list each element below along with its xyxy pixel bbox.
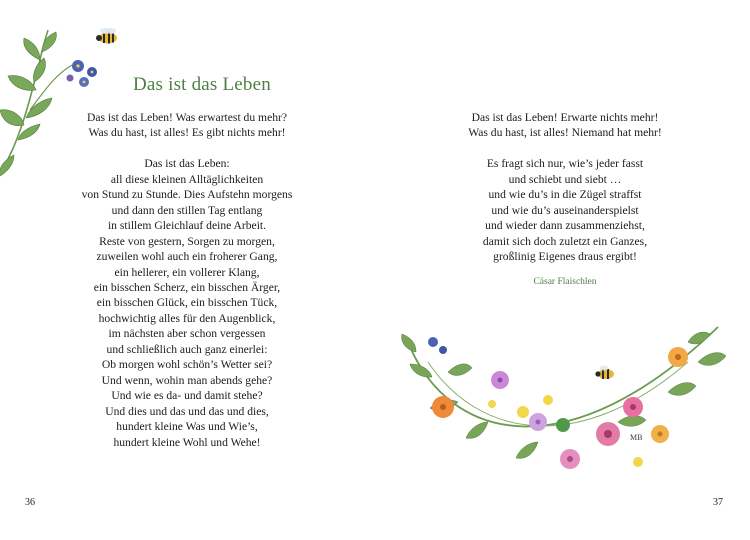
stanza-gap (62, 141, 312, 156)
floral-wreath-illustration (388, 322, 738, 482)
poem-line: hochwichtig alles für den Augenblick, (98, 311, 276, 325)
poem-line: ein hellerer, ein vollerer Klang, (114, 265, 260, 279)
poem-line: Und wie es da- und damit stehe? (111, 389, 263, 403)
illustrator-signature: MB (630, 433, 643, 442)
poem-line: zuweilen wohl auch ein froherer Gang, (96, 250, 278, 264)
poem-line: Reste von gestern, Sorgen zu morgen, (99, 234, 275, 248)
poem-line: hundert kleine Was und Wie’s, (116, 420, 258, 434)
poem-line: Ob morgen wohl schön’s Wetter sei? (101, 358, 273, 372)
poem-line: großlinig Eigenes draus ergibt! (493, 250, 637, 264)
page-number-right: 37 (713, 497, 723, 508)
poem-line: und wie du’s in die Zügel straffst (488, 188, 642, 202)
page-number-left: 36 (25, 497, 35, 508)
poem-line: damit sich doch zuletzt ein Ganzes, (482, 234, 648, 248)
poem-line: und wie du’s auseinanderspielst (491, 203, 639, 217)
poem-line: in stillem Gleichlauf deine Arbeit. (107, 219, 267, 233)
poem-line: Was du hast, ist alles! Niemand hat mehr! (468, 126, 662, 140)
poem-line: und dann den stillen Tag entlang (111, 203, 263, 217)
poem-line: ein bisschen Glück, ein bisschen Tück, (96, 296, 278, 310)
poem-right-column (440, 110, 690, 265)
poem-line: von Stund zu Stunde. Dies Aufstehn morgens (81, 188, 293, 202)
poem-line: und schließlich auch ganz einerlei: (106, 342, 268, 356)
poem-left-column (62, 110, 312, 450)
poem-line: Das ist das Leben! Was erwartest du mehr? (86, 111, 288, 124)
poem-line: hundert kleine Wohl und Wehe! (113, 435, 261, 449)
poem-line: all diese kleinen Alltäglichkeiten (110, 172, 264, 186)
poem-line: Was du hast, ist alles! Es gibt nichts mehr! (88, 126, 286, 140)
poem-line: Es fragt sich nur, wie’s jeder fasst (486, 157, 644, 171)
bee-icon (96, 28, 117, 44)
forget-me-not-flowers (67, 60, 98, 87)
poem-line: Und dies und das und das und dies, (105, 404, 269, 418)
bee-icon (595, 365, 614, 379)
poem-line: Das ist das Leben! Erwarte nichts mehr! (471, 111, 659, 124)
stanza-gap (440, 141, 690, 156)
poem-line: im nächsten aber schon vergessen (108, 327, 266, 341)
poem-author: Cäsar Flaischlen (533, 277, 597, 287)
poem-line: Das ist das Leben: (144, 157, 230, 171)
poem-line: und schiebt und siebt … (508, 172, 622, 186)
poem-line: ein bisschen Scherz, ein bisschen Ärger, (93, 280, 281, 294)
poem-title: Das ist das Leben (133, 74, 271, 95)
poem-line: Und wenn, wohin man abends gehe? (101, 373, 273, 387)
poem-line: und wieder dann zusammenziehst, (485, 219, 645, 233)
